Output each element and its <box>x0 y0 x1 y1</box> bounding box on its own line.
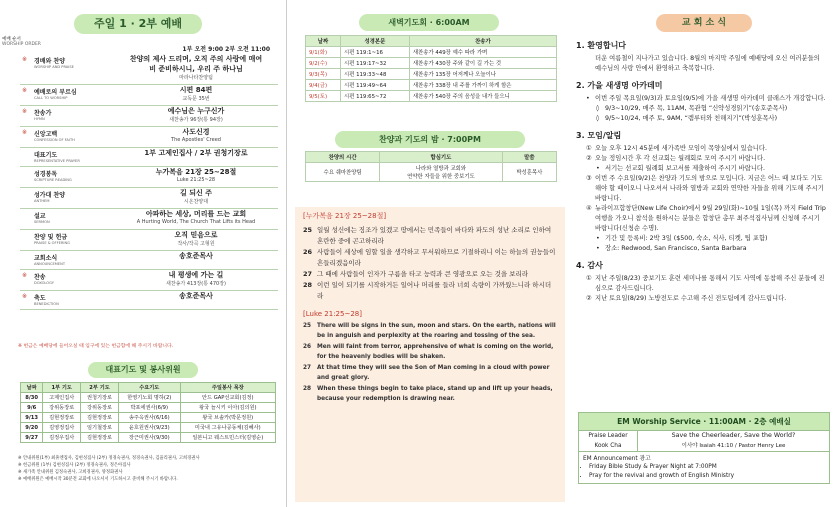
order-marker: ※ <box>22 108 28 115</box>
order-main: 송호준목사 <box>179 252 213 260</box>
order-label-ko: 대표기도 <box>34 152 58 159</box>
en-verse <box>295 364 565 383</box>
verse-number: 25 <box>303 323 312 329</box>
news-marker <box>586 54 595 74</box>
night-title: 찬양과 기도의 밤 · 7:00PM <box>335 131 525 148</box>
dawn-cell: 새찬송가 135장 어저께나 오늘이나 <box>409 69 556 80</box>
order-label <box>20 85 114 105</box>
news-text: 9/3~10/29, 매주 목, 11AM, 목관협 “신약성경읽기”(송호준목사) <box>605 105 788 112</box>
worship-order-list <box>20 54 278 310</box>
order-marker: ※ <box>22 56 28 63</box>
night-header: 찬양의 시간 <box>306 152 380 163</box>
order-content <box>114 54 278 84</box>
duty-header: 2부 기도 <box>81 383 119 393</box>
order-label-en: ANTHEM <box>34 199 50 203</box>
order-label-en: CONFESSION OF FAITH <box>34 138 75 142</box>
duty-cell: 강위동장로 <box>43 403 81 413</box>
offering-note: ※ 헌금은 예배당에 들어오실 때 입구에 있는 헌금함에 해 주시기 바랍니다. <box>18 344 174 349</box>
order-sub: 새찬송가 96장(통 94장) <box>169 117 223 123</box>
news-text: 오늘 정임시간 후 각 선교회는 월례회로 모여 주시기 바랍니다. <box>595 155 766 162</box>
dawn-cell: 9/4(금) <box>306 80 341 91</box>
order-label-ko: 축도 <box>34 295 46 302</box>
news-item <box>576 54 826 74</box>
order-content <box>114 148 278 166</box>
order-label-ko: 찬송 <box>34 274 46 281</box>
en-verse <box>295 385 565 404</box>
order-label-ko: 찬송가 <box>34 110 52 117</box>
duty-row <box>21 423 276 433</box>
en-verse <box>295 322 565 341</box>
news-text: 기간 및 등록비: 2박 3일 ($500, 숙소, 식사, 티켓, 팁 포함) <box>605 235 768 242</box>
order-label-ko: 성경봉독 <box>34 171 58 178</box>
dawn-row <box>306 91 557 102</box>
duty-cell: 미국내 그유나공동체(김혜사) <box>180 423 275 433</box>
order-label-ko: 설교 <box>34 213 46 220</box>
news-heading: 2. 가을 새생명 아카데미 <box>576 81 663 90</box>
order-main: 아파하는 세상, 머리를 드는 교회 <box>145 210 247 218</box>
service-times: 1부 오전 9:00 2부 오전 11:00 <box>182 46 270 53</box>
duty-header: 1부 기도 <box>43 383 81 393</box>
verse-text: When these things begin to take place, stand up and lift up your heads, because your redemption is drawing near. <box>317 386 553 402</box>
dawn-table <box>305 35 557 102</box>
night-cell: 수요 쉐마찬양팀 <box>306 163 380 182</box>
order-content <box>114 127 278 147</box>
news-marker: ◊ <box>596 105 600 112</box>
worship-order-row <box>20 291 278 310</box>
ko-ref: [누가복음 21장 25~28절] <box>303 212 387 220</box>
order-main: 예수님은 누구신가 <box>167 107 225 115</box>
news-marker: ③ <box>586 175 592 182</box>
order-main: 송호준목사 <box>179 292 213 300</box>
en-ref: [Luke 21:25~28] <box>303 310 362 318</box>
order-label <box>20 54 114 84</box>
verse-text: At that time they will see the Son of Man coming in a cloud with power and great glory. <box>317 365 550 381</box>
news-item <box>576 94 826 104</box>
dawn-header: 찬송가 <box>409 36 556 47</box>
em-leader-name: Kook Cha <box>594 443 622 449</box>
order-label-en: WORSHIP AND PRAISE <box>34 65 74 69</box>
worship-order-row <box>20 54 278 85</box>
order-content <box>114 106 278 126</box>
order-label-en: PRAISE & OFFERING <box>34 241 70 245</box>
dawn-row <box>306 47 557 58</box>
verse-text: 사람들이 세상에 임할 일을 생각하고 무서워하므로 기절하리니 이는 하늘의 권능들이 흔들리겠음이라 <box>317 248 556 267</box>
order-main: 1부 고제인집사 / 2부 권청기장로 <box>144 149 248 157</box>
news-text: 지난 주일(8/23) 중보기도 훈련 세미나를 통해서 기도 사역에 동참해 주신 분들에 진심으로 감사드립니다. <box>595 275 825 292</box>
order-sub: 교독문 35번 <box>182 96 210 102</box>
order-content <box>114 209 278 229</box>
order-content <box>114 230 278 250</box>
duty-notes <box>18 455 276 483</box>
duty-note: ※ 헌금위원 (1부) 김현성집사 (2부) 정경숙권사, 정은아집사 <box>18 463 131 468</box>
dawn-title: 새벽기도회 · 6:00AM <box>359 14 499 31</box>
dawn-cell: 시편 119:65~72 <box>340 91 409 102</box>
verse-text: 이런 일이 되기를 시작하거든 일어나 머리를 들라 너희 속량이 가까웠느니라 하시더라 <box>317 281 552 300</box>
order-label <box>20 270 114 290</box>
news-marker: • <box>596 235 600 242</box>
order-marker: ※ <box>22 129 28 136</box>
order-label <box>20 127 114 147</box>
order-main: 길 되신 주 <box>180 189 212 197</box>
ko-verse <box>295 225 565 247</box>
order-sub: The Apostles' Creed <box>171 137 221 143</box>
verse-number: 28 <box>303 386 312 392</box>
order-content <box>114 270 278 290</box>
news-marker: ◊ <box>596 115 600 122</box>
order-marker: ※ <box>22 272 28 279</box>
verse-number: 27 <box>303 365 312 371</box>
duty-cell: 일본니고 웨스트민스터(김영순) <box>180 433 275 443</box>
em-sermon-title: Save the Cheerleader, Save the World? <box>671 432 796 439</box>
duty-cell: 9/6 <box>21 403 43 413</box>
news-heading: 4. 감사 <box>576 261 603 270</box>
news-item <box>576 294 826 304</box>
scripture-box <box>295 207 565 502</box>
duty-note: ※ 새가족 안내위원 김정숙권사, 고희경권사, 양정화권사 <box>18 470 123 475</box>
news-item <box>576 114 826 124</box>
dawn-cell: 새찬송가 430장 주와 같이 길 가는 것 <box>409 58 556 69</box>
night-table <box>305 151 557 182</box>
verse-number: 28 <box>303 281 313 289</box>
order-sub: 시온찬양대 <box>183 199 209 205</box>
dawn-cell: 9/1(화) <box>306 47 341 58</box>
order-label-en: SERMON <box>34 220 50 224</box>
duty-title: 대표기도 및 봉사위원 <box>88 362 198 378</box>
news-marker: ① <box>586 275 592 282</box>
verse-number: 26 <box>303 248 313 256</box>
verse-number: 26 <box>303 344 312 350</box>
verse-text: There will be signs in the sun, moon and stars. On the earth, nations will be in anguish and perplexity at the roaring and tossing of the sea. <box>317 323 556 339</box>
worship-order-row <box>20 270 278 291</box>
worship-order-row <box>20 167 278 188</box>
duty-cell: 왕국 브솔카(박문정원) <box>180 413 275 423</box>
order-label-ko: 교회소식 <box>34 255 58 262</box>
news-list <box>576 34 826 304</box>
dawn-cell: 시편 119:33~48 <box>340 69 409 80</box>
news-marker: • <box>596 165 600 172</box>
order-label <box>20 251 114 269</box>
verse-number: 25 <box>303 226 313 234</box>
order-content <box>114 167 278 187</box>
worship-order-row <box>20 127 278 148</box>
news-heading: 3. 모임/알림 <box>576 131 622 140</box>
news-item <box>576 274 826 294</box>
duty-cell: 박포에권사(6/9) <box>118 403 180 413</box>
order-label <box>20 167 114 187</box>
divider <box>286 0 287 507</box>
night-header: 말씀 <box>502 152 556 163</box>
duty-cell: 임기철장로 <box>81 423 119 433</box>
em-box <box>578 412 830 484</box>
news-text: 서기는 선교회 월례회 보고서를 제출하여 주시기 바랍니다. <box>605 165 765 172</box>
dawn-cell: 9/3(목) <box>306 69 341 80</box>
em-ann-item: • Friday Bible Study & Prayer Night at 7:00PM <box>589 463 825 472</box>
duty-cell: 김영정집사 <box>43 423 81 433</box>
news-text: 지난 토요일(8/29) 노방전도로 수고해 주신 전도팀에게 감사드립니다. <box>595 295 787 302</box>
order-main: 오직 믿음으로 <box>174 231 218 239</box>
news-text: 이번 주일 목요일(9/3)과 토요일(9/5)에 가을 새생명 아카데미 클래스가 개강합니다. <box>595 95 826 102</box>
order-label <box>20 230 114 250</box>
leader-label: 예배 순서 <box>2 37 21 42</box>
duty-cell: 김정우집사 <box>43 433 81 443</box>
dawn-cell: 9/2(수) <box>306 58 341 69</box>
order-label-ko: 예배로의 부르심 <box>34 89 77 96</box>
news-item <box>576 204 826 234</box>
order-content <box>114 85 278 105</box>
dawn-cell: 새찬송가 338장 내 주를 가까이 하게 함은 <box>409 80 556 91</box>
order-sub: 새찬송가 413장(통 470장) <box>166 281 226 287</box>
verse-text: 일월 성신에는 징조가 있겠고 땅에서는 민족들이 바다와 파도의 성난 소리로 인하여 혼란한 중에 곤고하리라 <box>317 226 552 245</box>
order-sub: A Hurting World, The Church That Lifts its Head <box>136 219 256 225</box>
order-content <box>114 291 278 309</box>
worship-order-row <box>20 188 278 209</box>
night-header: 합심기도 <box>380 152 503 163</box>
order-label-ko: 경배와 찬양 <box>34 58 66 65</box>
news-item <box>576 144 826 154</box>
duty-note: ※ 안내위원(1부) 최휴엔집사, 김현성집사 (2부) 정경숙권사, 정경숙권사, 김율리권사, 고희경권사 <box>18 456 200 461</box>
order-label-en: CALL TO WORSHIP <box>34 96 68 100</box>
order-label-ko: 신앙고백 <box>34 131 58 138</box>
em-title: EM Worship Service · 11:00AM · 2층 예배실 <box>579 413 829 430</box>
order-sub: Luke 21:25~28 <box>176 177 216 183</box>
worship-order-label: WORSHIP ORDER <box>2 42 41 47</box>
duty-cell: 권청기장로 <box>81 393 119 403</box>
news-text: 이번 주 수요일(9/2)은 찬양과 기도의 밤으로 모입니다. 지금은 어느 때 보다도 기도해야 할 때이오니 나오셔서 나라와 열방과 교회와 연약한 자들을 위해 기도해 주시기 바랍니다. <box>595 175 824 202</box>
news-column <box>570 0 835 507</box>
dawn-row <box>306 80 557 91</box>
duty-cell: 김현정장로 <box>81 433 119 443</box>
duty-cell: 김현정장로 <box>81 413 119 423</box>
news-title: 교 회 소 식 <box>656 14 752 32</box>
news-marker: ④ <box>586 205 592 212</box>
duty-row <box>21 403 276 413</box>
news-text: 더운 여름철이 지나가고 있습니다. 8월의 마지막 주일에 예배당에 오신 여러분들의 예수님의 사랑 안에서 환영하고 축복합니다. <box>595 55 820 72</box>
news-text: 뉴라이프합창단(New Life Choir)에서 9월 29일(화)~10월 1일(목) 까지 Field Trip 여행을 가오니 참석을 원하시는 분들은 합창단 총무 최주석집사님께 신청해 주시기 바랍니다(신청순 수명). <box>595 205 826 232</box>
order-marker: ※ <box>22 293 28 300</box>
order-label <box>20 291 114 309</box>
night-cell: 박성훈목사 <box>502 163 556 182</box>
order-sub: 작사/작곡 고형원 <box>177 241 215 247</box>
duty-cell: 장근미권사(9/30) <box>118 433 180 443</box>
order-main: 사도신경 <box>182 128 210 136</box>
news-marker: ② <box>586 295 592 302</box>
dawn-cell: 새찬송가 540장 주의 음성을 내가 들으니 <box>409 91 556 102</box>
dawn-header: 성경본문 <box>340 36 409 47</box>
order-sub-2: 마라나타찬양팀 <box>179 75 213 81</box>
news-heading: 1. 환영합니다 <box>576 41 627 50</box>
order-main: 시편 84편 <box>179 86 213 94</box>
worship-order-row <box>20 148 278 167</box>
worship-order-row <box>20 251 278 270</box>
duty-cell: 왕국 늘시키 이아(김의원) <box>180 403 275 413</box>
dawn-row <box>306 58 557 69</box>
news-text: 9/5~10/24, 매주 토, 9AM, “렘루터와 친해지기”(박성훈목사) <box>605 115 778 122</box>
order-label-en: ANNOUNCEMENT <box>34 262 66 266</box>
order-content <box>114 188 278 208</box>
em-ann-item: • Pray for the revival and growth of English Ministry <box>589 472 825 481</box>
order-label-en: REPRESENTATIVE PRAYER <box>34 159 80 163</box>
em-sermon-ref: 이사야 Isaiah 41:10 / Pastor Henry Lee <box>681 443 786 449</box>
worship-order-row <box>20 230 278 251</box>
news-item <box>576 174 826 204</box>
order-label-ko: 찬양 및 헌금 <box>34 234 68 241</box>
duty-row <box>21 393 276 403</box>
order-main: 누가복음 21장 25~28절 <box>155 168 237 176</box>
order-label-en: SCRIPTURE READING <box>34 178 72 182</box>
news-marker: ② <box>586 155 592 162</box>
duty-cell: 고제인집사 <box>43 393 81 403</box>
duty-row <box>21 433 276 443</box>
duty-cell: 송주옥권사(6/16) <box>118 413 180 423</box>
verse-text: Men will faint from terror, apprehensive of what is coming on the world, for the heavenly bodies will be shaken. <box>317 344 554 360</box>
en-verse <box>295 343 565 362</box>
em-ann-title: EM Announcement 광고 <box>579 451 829 463</box>
order-main-2: 비 준비하시니, 우리 주 하나님 <box>149 65 243 73</box>
night-cell: 나라와 열방과 교회와 연약한 자들을 위한 중보기도 <box>380 163 503 182</box>
news-marker: ① <box>586 145 592 152</box>
verse-number: 27 <box>303 270 313 278</box>
worship-order-row <box>20 85 278 106</box>
duty-cell: 한영기노회 명하(2) <box>118 393 180 403</box>
news-item <box>576 154 826 164</box>
dawn-cell: 시편 119:1~16 <box>340 47 409 58</box>
verse-text: 그 때에 사람들이 인자가 구름을 타고 능력과 큰 영광으로 오는 것을 보리라 <box>317 270 529 278</box>
em-leader-label: Praise Leader <box>588 433 628 439</box>
order-main: 찬양의 제사 드리며, 오직 주의 사랑에 매여 <box>129 55 263 63</box>
duty-header: 수요기도 <box>118 383 180 393</box>
dawn-row <box>306 69 557 80</box>
duty-cell: 9/13 <box>21 413 43 423</box>
news-item <box>576 244 826 254</box>
duty-row <box>21 413 276 423</box>
duty-cell: 9/27 <box>21 433 43 443</box>
dawn-cell: 새찬송가 449장 예수 따라 가며 <box>409 47 556 58</box>
order-label <box>20 209 114 229</box>
order-label <box>20 148 114 166</box>
news-text: 오늘 오후 12시 45분에 새가족반 모임이 목양실에서 있습니다. <box>595 145 767 152</box>
order-label-en: HYMN <box>34 117 45 121</box>
worship-order-row <box>20 209 278 230</box>
order-label-en: BENEDICTION <box>34 302 59 306</box>
ko-verse <box>295 280 565 302</box>
order-label-ko: 성가대 찬양 <box>34 192 66 199</box>
worship-column <box>0 0 278 507</box>
order-label <box>20 106 114 126</box>
news-marker: • <box>586 95 590 102</box>
ko-verse <box>295 247 565 269</box>
duty-cell: 윤호원권사(9/23) <box>118 423 180 433</box>
order-content <box>114 251 278 269</box>
order-main: 내 평생에 가는 길 <box>168 271 224 279</box>
duty-cell: 9/20 <box>21 423 43 433</box>
order-marker: ※ <box>22 87 28 94</box>
news-item <box>576 164 826 174</box>
news-item <box>576 104 826 114</box>
duty-cell: 강위동장로 <box>81 403 119 413</box>
order-label-en: DOXOLOGY <box>34 281 54 285</box>
news-text: 장소: Redwood, San Francisco, Santa Barbara <box>605 245 747 252</box>
dawn-cell: 9/5(토) <box>306 91 341 102</box>
duty-note: ※ 예배위원은 예배시작 30분전 교회에 나오셔서 기도하시고 준비해 주시기 바랍니다. <box>18 477 178 482</box>
prayer-column <box>295 0 565 507</box>
duty-header: 날짜 <box>21 383 43 393</box>
order-label <box>20 188 114 208</box>
dawn-header: 날짜 <box>306 36 341 47</box>
duty-cell: 안드 GAP선교회(김정) <box>180 393 275 403</box>
ko-verse <box>295 269 565 280</box>
duty-table <box>20 382 276 443</box>
worship-order-row <box>20 106 278 127</box>
news-item <box>576 234 826 244</box>
dawn-cell: 시편 119:49~64 <box>340 80 409 91</box>
duty-cell: 8/30 <box>21 393 43 403</box>
worship-title: 주일 1 · 2부 예배 <box>74 14 202 34</box>
duty-cell: 김현정장로 <box>43 413 81 423</box>
news-marker: • <box>596 245 600 252</box>
dawn-cell: 시편 119:17~32 <box>340 58 409 69</box>
duty-header: 주일봉사 목장 <box>180 383 275 393</box>
